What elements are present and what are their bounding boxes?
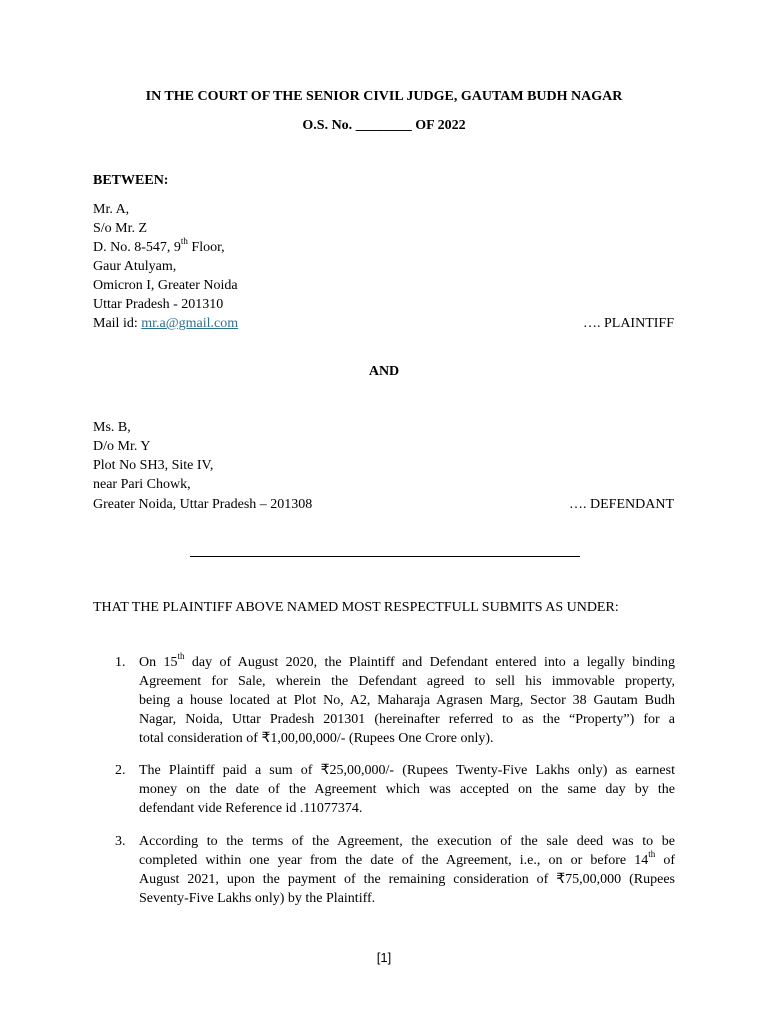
case-number-suffix: OF 2022 xyxy=(415,118,466,133)
list-item-number: 1. xyxy=(115,655,126,670)
list-item-text: The Plaintiff paid a sum of ₹25,00,000/- (Rupees Twenty-Five Lakhs only) as earnest money on the date of the Agreement which was accepted on the same day by the defendant vide Reference id .11077374. xyxy=(139,763,675,816)
list-item-text: According to the terms of the Agreement, the execution of the sale deed was to be completed within one year from the date of the Agreement, i.e., on or before 14th of August 2021, upon the payment of the remaining consideration of ₹75,00,000 (Rupees Seventy-Five Lakhs only) by the Plaintiff. xyxy=(139,834,676,906)
court-heading: IN THE COURT OF THE SENIOR CIVIL JUDGE, GAUTAM BUDH NAGAR xyxy=(145,89,623,104)
submission-heading: THAT THE PLAINTIFF ABOVE NAMED MOST RESPECTFULL SUBMITS AS UNDER: xyxy=(93,600,619,615)
plaintiff-address-line: Gaur Atulyam, xyxy=(93,259,177,274)
plaintiff-address-line: Omicron I, Greater Noida xyxy=(93,278,238,293)
and-label: AND xyxy=(368,364,400,379)
case-number xyxy=(0,116,768,135)
between-label: BETWEEN: xyxy=(93,173,169,188)
defendant-address-line: near Pari Chowk, xyxy=(93,477,191,492)
page-number: [1] xyxy=(376,950,392,965)
plaintiff-name: Mr. A, xyxy=(93,202,130,217)
plaintiff-address-line: Uttar Pradesh - 201310 xyxy=(93,297,224,312)
list-item-number: 2. xyxy=(115,763,126,778)
plaintiff-mail xyxy=(93,314,238,333)
mail-link[interactable]: mr.a@gmail.com xyxy=(141,316,239,331)
defendant-role: …. DEFENDANT xyxy=(569,497,674,512)
plaintiff-address-line: D. No. 8-547, 9th Floor, xyxy=(93,236,225,255)
case-number-prefix: O.S. No. xyxy=(302,118,353,133)
defendant-address-line: Plot No SH3, Site IV, xyxy=(93,458,214,473)
plaintiff-relation: S/o Mr. Z xyxy=(93,221,148,236)
defendant-address-line: Greater Noida, Uttar Pradesh – 201308 xyxy=(93,497,313,512)
divider-line xyxy=(190,556,580,557)
plaintiff-role: …. PLAINTIFF xyxy=(582,316,674,331)
mail-label: Mail id: xyxy=(93,316,142,331)
defendant-relation: D/o Mr. Y xyxy=(93,439,151,454)
defendant-name: Ms. B, xyxy=(93,420,131,435)
list-item-number: 3. xyxy=(115,834,126,849)
list-item-text: On 15th day of August 2020, the Plaintiff and Defendant entered into a legally binding Agreement for Sale, wherein the Defendant agreed to sell his immovable property, being a house located at Plot No, A2, Maharaja Agrasen Marg, Sector 38 Gautam Budh Nagar, Noida, Uttar Pradesh 201301 (hereinafter referred to as the “Property”) for a total consideration of ₹1,00,00,000/- (Rupees One Crore only). xyxy=(139,651,675,746)
case-number-blank: ________ xyxy=(355,118,412,133)
